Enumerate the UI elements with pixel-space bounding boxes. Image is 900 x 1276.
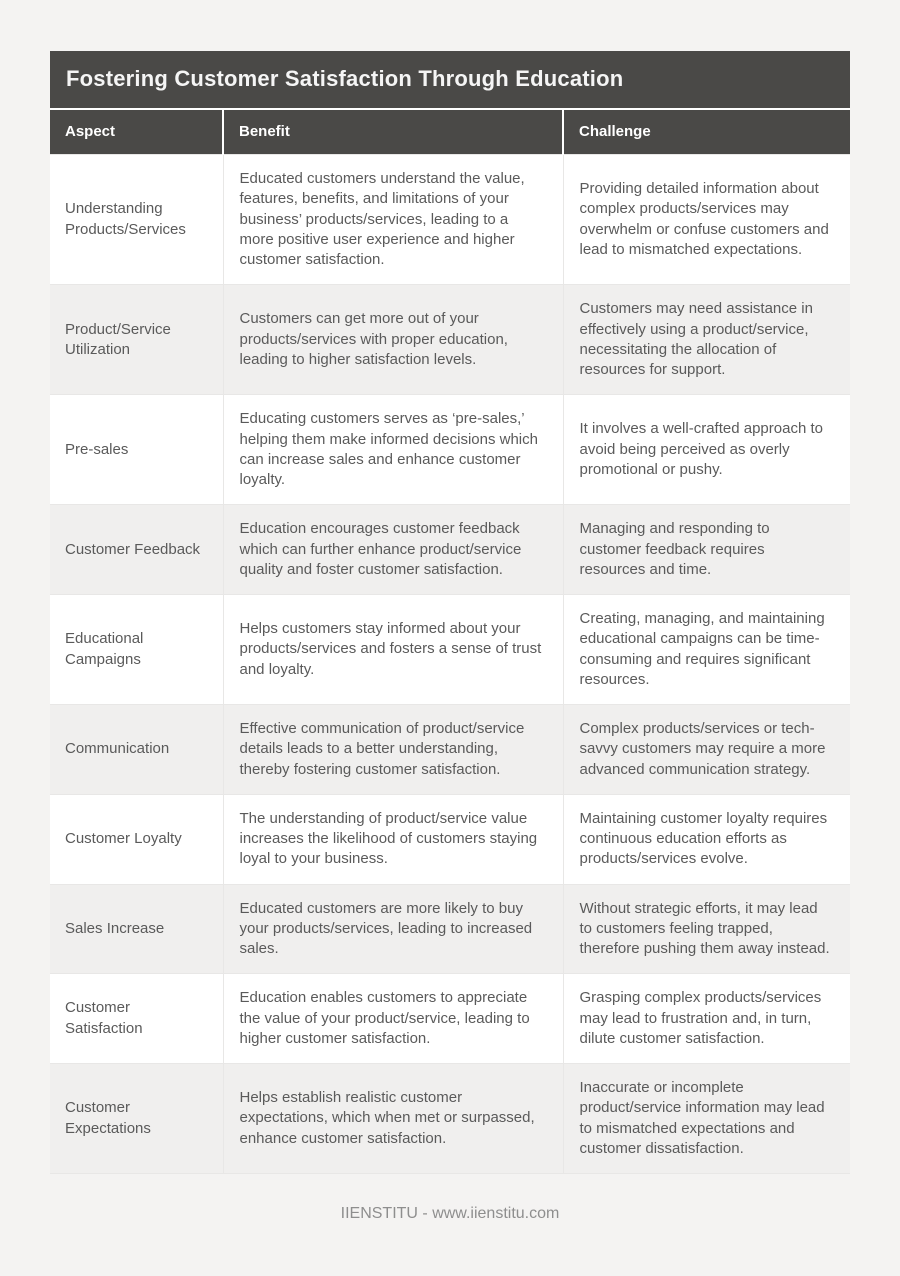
challenge-cell: Managing and responding to customer feedback requires resources and time. (563, 505, 850, 595)
aspect-cell: Understanding Products/Services (50, 155, 223, 285)
column-header-aspect: Aspect (50, 110, 223, 155)
aspect-cell: Customer Expectations (50, 1064, 223, 1174)
table-row (50, 705, 850, 795)
aspect-benefit-challenge-table (50, 110, 850, 1174)
aspect-cell: Customer Feedback (50, 505, 223, 595)
table-row (50, 974, 850, 1064)
table-title: Fostering Customer Satisfaction Through Education (50, 51, 850, 110)
footer-credit: IIENSTITU - www.iienstitu.com (340, 1205, 560, 1222)
table-row (50, 395, 850, 505)
table-header (50, 110, 850, 155)
table-row (50, 884, 850, 974)
table-row (50, 505, 850, 595)
aspect-cell: Product/Service Utilization (50, 285, 223, 395)
aspect-cell: Communication (50, 705, 223, 795)
aspect-cell: Pre-sales (50, 395, 223, 505)
column-header-benefit: Benefit (223, 110, 563, 155)
benefit-cell: Educated customers are more likely to buy your products/services, leading to increased sales. (223, 884, 563, 974)
table-row (50, 595, 850, 705)
column-header-challenge: Challenge (563, 110, 850, 155)
table-body (50, 155, 850, 1174)
benefit-cell: Effective communication of product/service details leads to a better understanding, thereby fostering customer satisfaction. (223, 705, 563, 795)
benefit-cell: Education enables customers to appreciate the value of your product/service, leading to higher customer satisfaction. (223, 974, 563, 1064)
benefit-cell: Educating customers serves as ‘pre-sales,’ helping them make informed decisions which can increase sales and enhance customer loyalty. (223, 395, 563, 505)
benefit-cell: Educated customers understand the value, features, benefits, and limitations of your business’ products/services, leading to a more positive user experience and higher customer satisfaction. (223, 155, 563, 285)
challenge-cell: Maintaining customer loyalty requires continuous education efforts as products/services evolve. (563, 794, 850, 884)
challenge-cell: Customers may need assistance in effectively using a product/service, necessitating the allocation of resources for support. (563, 285, 850, 395)
header-row (50, 110, 850, 155)
benefit-cell: The understanding of product/service value increases the likelihood of customers staying loyal to your business. (223, 794, 563, 884)
education-table (50, 51, 850, 1174)
benefit-cell: Helps customers stay informed about your products/services and fosters a sense of trust and loyalty. (223, 595, 563, 705)
table-row (50, 794, 850, 884)
benefit-cell: Helps establish realistic customer expectations, which when met or surpassed, enhance customer satisfaction. (223, 1064, 563, 1174)
challenge-cell: Complex products/services or tech-savvy customers may require a more advanced communication strategy. (563, 705, 850, 795)
benefit-cell: Customers can get more out of your products/services with proper education, leading to higher satisfaction levels. (223, 285, 563, 395)
benefit-cell: Education encourages customer feedback which can further enhance product/service quality and foster customer satisfaction. (223, 505, 563, 595)
aspect-cell: Educational Campaigns (50, 595, 223, 705)
challenge-cell: Without strategic efforts, it may lead to customers feeling trapped, therefore pushing them away instead. (563, 884, 850, 974)
table-row (50, 155, 850, 285)
challenge-cell: It involves a well-crafted approach to avoid being perceived as overly promotional or pushy. (563, 395, 850, 505)
aspect-cell: Sales Increase (50, 884, 223, 974)
aspect-cell: Customer Loyalty (50, 794, 223, 884)
challenge-cell: Creating, managing, and maintaining educational campaigns can be time-consuming and requires significant resources. (563, 595, 850, 705)
table-row (50, 285, 850, 395)
table-row (50, 1064, 850, 1174)
challenge-cell: Grasping complex products/services may lead to frustration and, in turn, dilute customer satisfaction. (563, 974, 850, 1064)
aspect-cell: Customer Satisfaction (50, 974, 223, 1064)
challenge-cell: Inaccurate or incomplete product/service information may lead to mismatched expectations and customer dissatisfaction. (563, 1064, 850, 1174)
challenge-cell: Providing detailed information about complex products/services may overwhelm or confuse customers and lead to mismatched expectations. (563, 155, 850, 285)
